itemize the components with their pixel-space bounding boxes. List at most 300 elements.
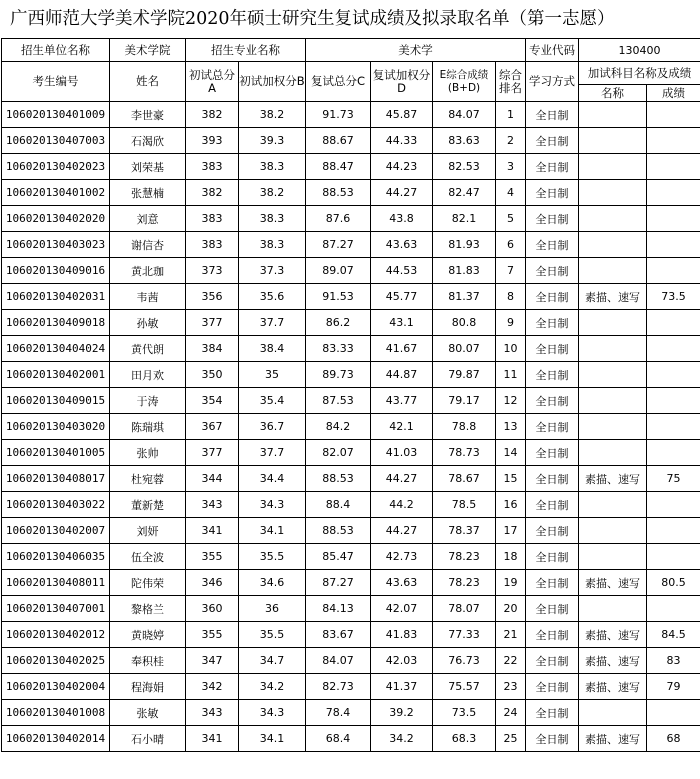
candidate-id-cell: 106020130406035 (2, 544, 110, 570)
header-re-weighted: 复试加权分D (371, 62, 433, 102)
combined-score-cell: 78.73 (433, 440, 496, 466)
extra-score-cell (647, 154, 700, 180)
header-init-total: 初试总分A (186, 62, 239, 102)
extra-subject-cell: 素描、速写 (579, 466, 647, 492)
candidate-name-cell: 谢信杏 (110, 232, 186, 258)
combined-score-cell: 81.93 (433, 232, 496, 258)
retest-weighted-cell: 44.27 (371, 466, 433, 492)
extra-score-cell (647, 596, 700, 622)
study-mode-cell: 全日制 (526, 310, 579, 336)
rank-cell: 16 (496, 492, 526, 518)
table-row (2, 102, 700, 128)
initial-total-cell: 354 (186, 388, 239, 414)
combined-score-cell: 78.37 (433, 518, 496, 544)
header-extra: 加试科目名称及成绩 (579, 62, 700, 85)
combined-score-cell: 73.5 (433, 700, 496, 726)
initial-weighted-cell: 37.7 (239, 310, 306, 336)
table-row (2, 388, 700, 414)
initial-weighted-cell: 38.3 (239, 206, 306, 232)
header-row (2, 62, 700, 85)
initial-total-cell: 341 (186, 726, 239, 752)
combined-score-cell: 82.47 (433, 180, 496, 206)
retest-total-cell: 84.07 (306, 648, 371, 674)
candidate-name-cell: 李世豪 (110, 102, 186, 128)
extra-score-cell (647, 102, 700, 128)
initial-weighted-cell: 38.3 (239, 232, 306, 258)
table-row (2, 206, 700, 232)
extra-subject-cell (579, 102, 647, 128)
rank-cell: 21 (496, 622, 526, 648)
retest-weighted-cell: 41.67 (371, 336, 433, 362)
combined-score-cell: 82.1 (433, 206, 496, 232)
candidate-id-cell: 106020130402007 (2, 518, 110, 544)
retest-weighted-cell: 42.1 (371, 414, 433, 440)
extra-score-cell (647, 180, 700, 206)
retest-weighted-cell: 42.03 (371, 648, 433, 674)
retest-weighted-cell: 43.1 (371, 310, 433, 336)
candidate-name-cell: 董新楚 (110, 492, 186, 518)
candidate-name-cell: 刘意 (110, 206, 186, 232)
rank-cell: 19 (496, 570, 526, 596)
header-mode: 学习方式 (526, 62, 579, 102)
initial-total-cell: 342 (186, 674, 239, 700)
study-mode-cell: 全日制 (526, 180, 579, 206)
extra-score-cell (647, 414, 700, 440)
retest-weighted-cell: 44.23 (371, 154, 433, 180)
extra-subject-cell (579, 362, 647, 388)
combined-score-cell: 78.23 (433, 544, 496, 570)
table-row (2, 466, 700, 492)
rank-cell: 23 (496, 674, 526, 700)
candidate-id-cell: 106020130402014 (2, 726, 110, 752)
extra-score-cell (647, 544, 700, 570)
study-mode-cell: 全日制 (526, 284, 579, 310)
retest-total-cell: 88.53 (306, 466, 371, 492)
initial-weighted-cell: 35.6 (239, 284, 306, 310)
retest-total-cell: 83.33 (306, 336, 371, 362)
study-mode-cell: 全日制 (526, 518, 579, 544)
combined-score-cell: 79.87 (433, 362, 496, 388)
retest-total-cell: 87.27 (306, 570, 371, 596)
extra-subject-cell: 素描、速写 (579, 726, 647, 752)
study-mode-cell: 全日制 (526, 570, 579, 596)
study-mode-cell: 全日制 (526, 232, 579, 258)
study-mode-cell: 全日制 (526, 492, 579, 518)
initial-weighted-cell: 35.5 (239, 544, 306, 570)
candidate-name-cell: 刘妍 (110, 518, 186, 544)
combined-score-cell: 76.73 (433, 648, 496, 674)
initial-total-cell: 377 (186, 440, 239, 466)
study-mode-cell: 全日制 (526, 674, 579, 700)
extra-score-cell (647, 388, 700, 414)
table-row (2, 726, 700, 752)
candidate-id-cell: 106020130402020 (2, 206, 110, 232)
combined-score-cell: 68.3 (433, 726, 496, 752)
candidate-id-cell: 106020130401009 (2, 102, 110, 128)
retest-weighted-cell: 44.53 (371, 258, 433, 284)
candidate-name-cell: 黄北珈 (110, 258, 186, 284)
combined-score-cell: 80.8 (433, 310, 496, 336)
candidate-id-cell: 106020130402001 (2, 362, 110, 388)
retest-weighted-cell: 44.33 (371, 128, 433, 154)
candidate-id-cell: 106020130402012 (2, 622, 110, 648)
header-rank: 综合排名 (496, 62, 526, 102)
study-mode-cell: 全日制 (526, 362, 579, 388)
table-row (2, 362, 700, 388)
retest-total-cell: 87.27 (306, 232, 371, 258)
candidate-id-cell: 106020130407001 (2, 596, 110, 622)
initial-total-cell: 356 (186, 284, 239, 310)
retest-total-cell: 88.67 (306, 128, 371, 154)
extra-subject-cell: 素描、速写 (579, 570, 647, 596)
study-mode-cell: 全日制 (526, 440, 579, 466)
combined-score-cell: 77.33 (433, 622, 496, 648)
initial-total-cell: 393 (186, 128, 239, 154)
extra-subject-cell: 素描、速写 (579, 284, 647, 310)
extra-subject-cell (579, 336, 647, 362)
initial-total-cell: 373 (186, 258, 239, 284)
retest-total-cell: 91.73 (306, 102, 371, 128)
candidate-name-cell: 于涛 (110, 388, 186, 414)
study-mode-cell: 全日制 (526, 648, 579, 674)
extra-subject-cell (579, 232, 647, 258)
retest-total-cell: 84.2 (306, 414, 371, 440)
extra-subject-cell (579, 700, 647, 726)
table-row (2, 128, 700, 154)
retest-weighted-cell: 42.73 (371, 544, 433, 570)
rank-cell: 10 (496, 336, 526, 362)
initial-total-cell: 355 (186, 544, 239, 570)
candidate-id-cell: 106020130403020 (2, 414, 110, 440)
extra-score-cell: 83 (647, 648, 700, 674)
candidate-name-cell: 韦茜 (110, 284, 186, 310)
header-extra-name: 名称 (579, 85, 647, 102)
retest-weighted-cell: 34.2 (371, 726, 433, 752)
page-title: 广西师范大学美术学院2020年硕士研究生复试成绩及拟录取名单（第一志愿） (10, 9, 615, 29)
rank-cell: 1 (496, 102, 526, 128)
table-row (2, 570, 700, 596)
candidate-id-cell: 106020130404024 (2, 336, 110, 362)
rank-cell: 15 (496, 466, 526, 492)
candidate-name-cell: 程海娟 (110, 674, 186, 700)
initial-weighted-cell: 36 (239, 596, 306, 622)
initial-weighted-cell: 37.3 (239, 258, 306, 284)
retest-total-cell: 84.13 (306, 596, 371, 622)
initial-weighted-cell: 34.4 (239, 466, 306, 492)
candidate-name-cell: 陀伟荣 (110, 570, 186, 596)
table-row (2, 310, 700, 336)
retest-weighted-cell: 43.77 (371, 388, 433, 414)
candidate-name-cell: 孙敏 (110, 310, 186, 336)
extra-score-cell (647, 232, 700, 258)
rank-cell: 24 (496, 700, 526, 726)
extra-score-cell: 68 (647, 726, 700, 752)
initial-total-cell: 367 (186, 414, 239, 440)
candidate-id-cell: 106020130408017 (2, 466, 110, 492)
extra-subject-cell (579, 544, 647, 570)
table-row (2, 544, 700, 570)
retest-weighted-cell: 41.83 (371, 622, 433, 648)
extra-subject-cell: 素描、速写 (579, 674, 647, 700)
initial-total-cell: 384 (186, 336, 239, 362)
initial-total-cell: 344 (186, 466, 239, 492)
rank-cell: 25 (496, 726, 526, 752)
rank-cell: 11 (496, 362, 526, 388)
study-mode-cell: 全日制 (526, 102, 579, 128)
candidate-name-cell: 石渴欣 (110, 128, 186, 154)
table-row (2, 336, 700, 362)
study-mode-cell: 全日制 (526, 388, 579, 414)
candidate-id-cell: 106020130402004 (2, 674, 110, 700)
candidate-name-cell: 黄晓婷 (110, 622, 186, 648)
extra-subject-cell (579, 154, 647, 180)
candidate-id-cell: 106020130408011 (2, 570, 110, 596)
study-mode-cell: 全日制 (526, 414, 579, 440)
initial-weighted-cell: 34.3 (239, 492, 306, 518)
candidate-name-cell: 石小晴 (110, 726, 186, 752)
table-row (2, 180, 700, 206)
rank-cell: 13 (496, 414, 526, 440)
extra-score-cell (647, 206, 700, 232)
candidate-name-cell: 陈瑞琪 (110, 414, 186, 440)
header-re-total: 复试总分C (306, 62, 371, 102)
combined-score-cell: 79.17 (433, 388, 496, 414)
extra-score-cell: 80.5 (647, 570, 700, 596)
candidate-name-cell: 刘荣基 (110, 154, 186, 180)
rank-cell: 3 (496, 154, 526, 180)
combined-score-cell: 82.53 (433, 154, 496, 180)
combined-score-cell: 81.83 (433, 258, 496, 284)
extra-score-cell (647, 700, 700, 726)
header-combined: E综合成绩(B+D) (433, 62, 496, 102)
initial-total-cell: 360 (186, 596, 239, 622)
retest-total-cell: 89.07 (306, 258, 371, 284)
retest-total-cell: 91.53 (306, 284, 371, 310)
extra-score-cell (647, 258, 700, 284)
initial-total-cell: 346 (186, 570, 239, 596)
combined-score-cell: 81.37 (433, 284, 496, 310)
extra-score-cell (647, 336, 700, 362)
candidate-id-cell: 106020130409016 (2, 258, 110, 284)
candidate-name-cell: 张敏 (110, 700, 186, 726)
candidate-name-cell: 田月欢 (110, 362, 186, 388)
candidate-id-cell: 106020130402023 (2, 154, 110, 180)
extra-subject-cell (579, 128, 647, 154)
candidate-name-cell: 伍全波 (110, 544, 186, 570)
rank-cell: 6 (496, 232, 526, 258)
extra-subject-cell: 素描、速写 (579, 622, 647, 648)
initial-weighted-cell: 38.2 (239, 180, 306, 206)
extra-score-cell: 84.5 (647, 622, 700, 648)
info-row (2, 39, 700, 62)
rank-cell: 9 (496, 310, 526, 336)
initial-weighted-cell: 38.2 (239, 102, 306, 128)
table-row (2, 154, 700, 180)
rank-cell: 8 (496, 284, 526, 310)
table-row (2, 674, 700, 700)
initial-total-cell: 350 (186, 362, 239, 388)
initial-weighted-cell: 34.7 (239, 648, 306, 674)
table-row (2, 232, 700, 258)
initial-total-cell: 347 (186, 648, 239, 674)
candidate-id-cell: 106020130409018 (2, 310, 110, 336)
extra-score-cell: 73.5 (647, 284, 700, 310)
candidate-name-cell: 奉积桂 (110, 648, 186, 674)
combined-score-cell: 78.8 (433, 414, 496, 440)
retest-weighted-cell: 45.87 (371, 102, 433, 128)
retest-total-cell: 86.2 (306, 310, 371, 336)
study-mode-cell: 全日制 (526, 466, 579, 492)
study-mode-cell: 全日制 (526, 206, 579, 232)
combined-score-cell: 78.67 (433, 466, 496, 492)
combined-score-cell: 78.23 (433, 570, 496, 596)
unit-label: 招生单位名称 (2, 39, 110, 62)
study-mode-cell: 全日制 (526, 700, 579, 726)
rank-cell: 22 (496, 648, 526, 674)
extra-subject-cell (579, 414, 647, 440)
candidate-id-cell: 106020130401005 (2, 440, 110, 466)
initial-total-cell: 377 (186, 310, 239, 336)
candidate-id-cell: 106020130402031 (2, 284, 110, 310)
candidate-name-cell: 张慧楠 (110, 180, 186, 206)
extra-score-cell: 75 (647, 466, 700, 492)
initial-weighted-cell: 39.3 (239, 128, 306, 154)
retest-total-cell: 82.73 (306, 674, 371, 700)
extra-subject-cell (579, 206, 647, 232)
initial-total-cell: 382 (186, 102, 239, 128)
study-mode-cell: 全日制 (526, 258, 579, 284)
table-row (2, 258, 700, 284)
retest-total-cell: 87.53 (306, 388, 371, 414)
extra-subject-cell (579, 492, 647, 518)
extra-score-cell (647, 440, 700, 466)
table-row (2, 622, 700, 648)
initial-total-cell: 341 (186, 518, 239, 544)
study-mode-cell: 全日制 (526, 544, 579, 570)
unit-value: 美术学院 (110, 39, 186, 62)
table-row (2, 414, 700, 440)
header-name: 姓名 (110, 62, 186, 102)
table-row (2, 648, 700, 674)
retest-weighted-cell: 44.2 (371, 492, 433, 518)
combined-score-cell: 75.57 (433, 674, 496, 700)
study-mode-cell: 全日制 (526, 128, 579, 154)
retest-total-cell: 88.53 (306, 180, 371, 206)
candidate-name-cell: 杜宛蓉 (110, 466, 186, 492)
initial-total-cell: 343 (186, 492, 239, 518)
combined-score-cell: 78.5 (433, 492, 496, 518)
retest-total-cell: 88.47 (306, 154, 371, 180)
retest-total-cell: 78.4 (306, 700, 371, 726)
retest-weighted-cell: 44.27 (371, 180, 433, 206)
rank-cell: 7 (496, 258, 526, 284)
rank-cell: 2 (496, 128, 526, 154)
extra-score-cell: 79 (647, 674, 700, 700)
retest-weighted-cell: 41.03 (371, 440, 433, 466)
rank-cell: 18 (496, 544, 526, 570)
retest-weighted-cell: 44.27 (371, 518, 433, 544)
initial-total-cell: 382 (186, 180, 239, 206)
study-mode-cell: 全日制 (526, 726, 579, 752)
header-id: 考生编号 (2, 62, 110, 102)
retest-total-cell: 68.4 (306, 726, 371, 752)
candidate-id-cell: 106020130402025 (2, 648, 110, 674)
rank-cell: 12 (496, 388, 526, 414)
candidate-name-cell: 黄代朗 (110, 336, 186, 362)
initial-weighted-cell: 34.3 (239, 700, 306, 726)
retest-weighted-cell: 42.07 (371, 596, 433, 622)
candidate-id-cell: 106020130401002 (2, 180, 110, 206)
retest-weighted-cell: 39.2 (371, 700, 433, 726)
rank-cell: 5 (496, 206, 526, 232)
extra-subject-cell (579, 258, 647, 284)
results-table (1, 38, 700, 752)
retest-total-cell: 83.67 (306, 622, 371, 648)
initial-total-cell: 355 (186, 622, 239, 648)
combined-score-cell: 78.07 (433, 596, 496, 622)
initial-weighted-cell: 34.6 (239, 570, 306, 596)
header-extra-score: 成绩 (647, 85, 700, 102)
extra-subject-cell (579, 388, 647, 414)
extra-score-cell (647, 362, 700, 388)
candidate-id-cell: 106020130403023 (2, 232, 110, 258)
code-value: 130400 (579, 39, 700, 62)
extra-score-cell (647, 518, 700, 544)
initial-weighted-cell: 36.7 (239, 414, 306, 440)
initial-weighted-cell: 38.4 (239, 336, 306, 362)
extra-subject-cell (579, 596, 647, 622)
retest-weighted-cell: 44.87 (371, 362, 433, 388)
retest-weighted-cell: 43.63 (371, 232, 433, 258)
study-mode-cell: 全日制 (526, 154, 579, 180)
study-mode-cell: 全日制 (526, 336, 579, 362)
candidate-name-cell: 张帅 (110, 440, 186, 466)
retest-total-cell: 87.6 (306, 206, 371, 232)
candidate-id-cell: 106020130407003 (2, 128, 110, 154)
table-row (2, 700, 700, 726)
header-init-weighted: 初试加权分B (239, 62, 306, 102)
combined-score-cell: 80.07 (433, 336, 496, 362)
extra-subject-cell (579, 310, 647, 336)
candidate-id-cell: 106020130409015 (2, 388, 110, 414)
initial-total-cell: 383 (186, 206, 239, 232)
combined-score-cell: 83.63 (433, 128, 496, 154)
major-label: 招生专业名称 (186, 39, 306, 62)
extra-score-cell (647, 492, 700, 518)
initial-total-cell: 343 (186, 700, 239, 726)
initial-total-cell: 383 (186, 232, 239, 258)
rank-cell: 14 (496, 440, 526, 466)
candidate-id-cell: 106020130403022 (2, 492, 110, 518)
initial-weighted-cell: 35 (239, 362, 306, 388)
retest-total-cell: 82.07 (306, 440, 371, 466)
retest-weighted-cell: 43.63 (371, 570, 433, 596)
candidate-name-cell: 黎格兰 (110, 596, 186, 622)
extra-subject-cell (579, 518, 647, 544)
initial-total-cell: 383 (186, 154, 239, 180)
retest-total-cell: 85.47 (306, 544, 371, 570)
study-mode-cell: 全日制 (526, 596, 579, 622)
major-value: 美术学 (306, 39, 526, 62)
retest-total-cell: 89.73 (306, 362, 371, 388)
retest-weighted-cell: 41.37 (371, 674, 433, 700)
code-label: 专业代码 (526, 39, 579, 62)
rank-cell: 20 (496, 596, 526, 622)
study-mode-cell: 全日制 (526, 622, 579, 648)
combined-score-cell: 84.07 (433, 102, 496, 128)
table-row (2, 492, 700, 518)
initial-weighted-cell: 35.4 (239, 388, 306, 414)
